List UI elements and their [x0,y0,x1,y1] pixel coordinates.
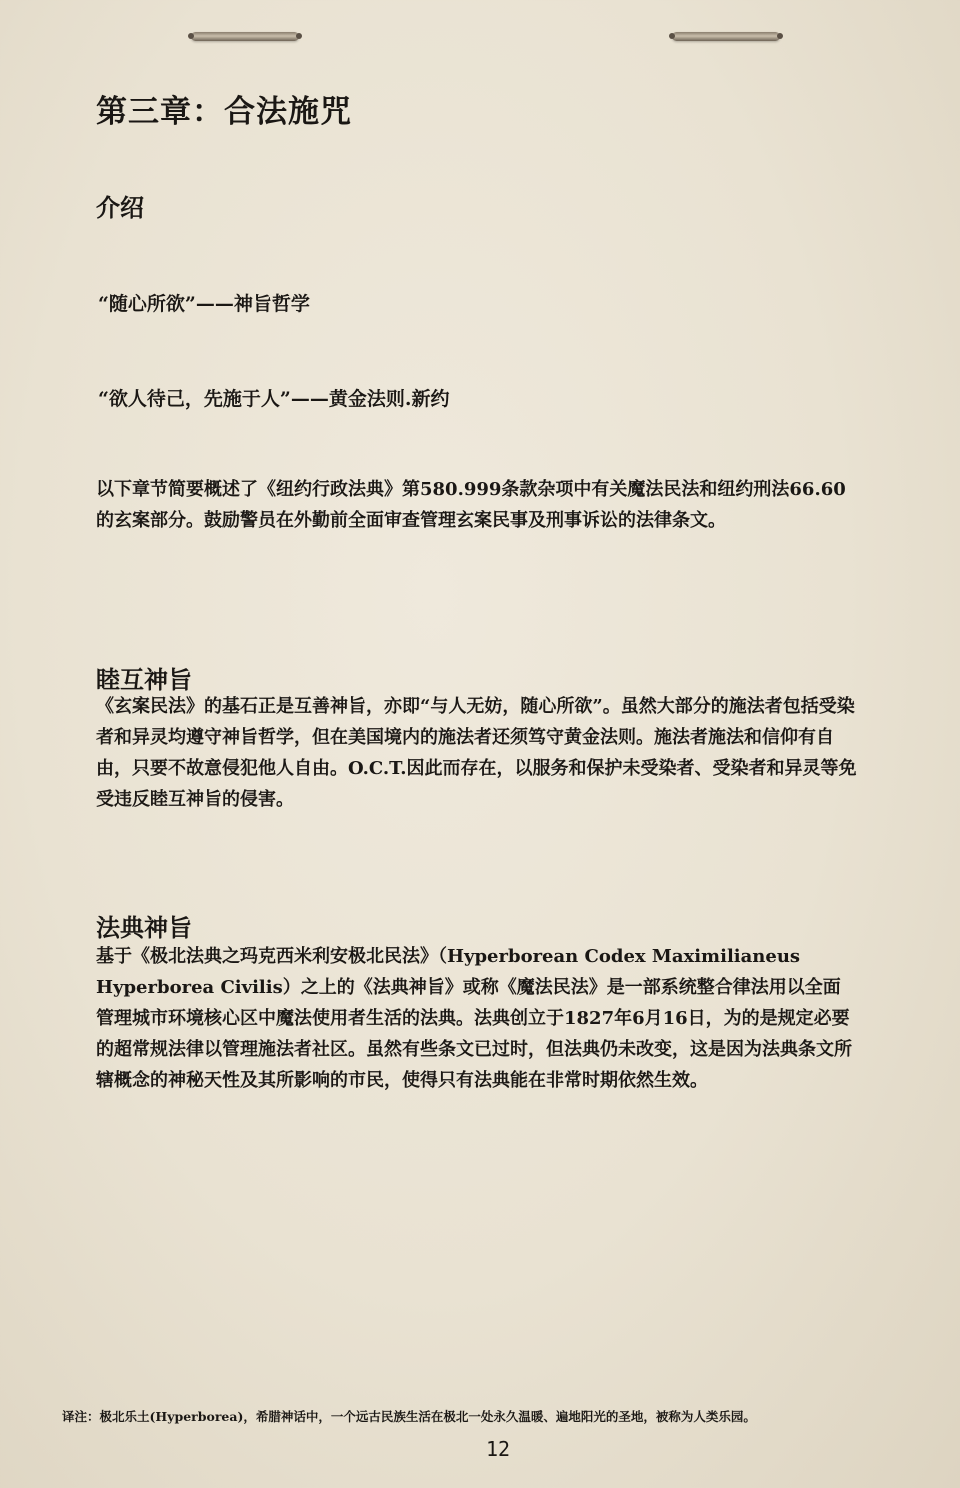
quote-2: “欲人待己，先施于人”——黄金法则.新约 [98,388,450,410]
section-heading-mutual-tenet: 睦互神旨 [96,665,192,694]
page-number: 12 [485,1437,511,1461]
section-body-codex-tenet: 基于《极北法典之玛克西米利安极北民法》（Hyperborean Codex Maximilianeus Hyperborea Civilis）之上的《法典神旨》或称《魔法民法》是一部系统整合律法用以全面管理城市环境核心区中魔法使用者生活的法典。法典创立于1827年6月16日，为的是规定必要的超常规法律以管理施法者社区。虽然有些条文已过时，但法典仍未改变，这是因为法典条文所辖概念的神秘天性及其所影响的市民，使得只有法典能在非常时期依然生效。 [96,946,852,1091]
binder-clip-right [672,32,780,41]
translator-footnote: 译注：极北乐土(Hyperborea)，希腊神话中，一个远古民族生活在极北一处永久温暖、遍地阳光的圣地，被称为人类乐园。 [62,1409,756,1424]
chapter-title: 第三章：合法施咒 [96,94,352,130]
section-heading-codex-tenet: 法典神旨 [96,913,192,942]
binder-clip-left [191,32,299,41]
quote-1: “随心所欲”——神旨哲学 [98,293,310,315]
section-body-mutual-tenet: 《玄案民法》的基石正是互善神旨，亦即“与人无妨，随心所欲”。虽然大部分的施法者包括受染者和异灵均遵守神旨哲学，但在美国境内的施法者还须笃守黄金法则。施法者施法和信仰有自由，只要不故意侵犯他人自由。O.C.T.因此而存在，以服务和保护未受染者、受染者和异灵等免受违反睦互神旨的侵害。 [96,696,857,810]
intro-heading: 介绍 [96,193,144,222]
intro-paragraph: 以下章节简要概述了《纽约行政法典》第580.999条款杂项中有关魔法民法和纽约刑法66.60的玄案部分。鼓励警员在外勤前全面审查管理玄案民事及刑事诉讼的法律条文。 [96,479,846,531]
